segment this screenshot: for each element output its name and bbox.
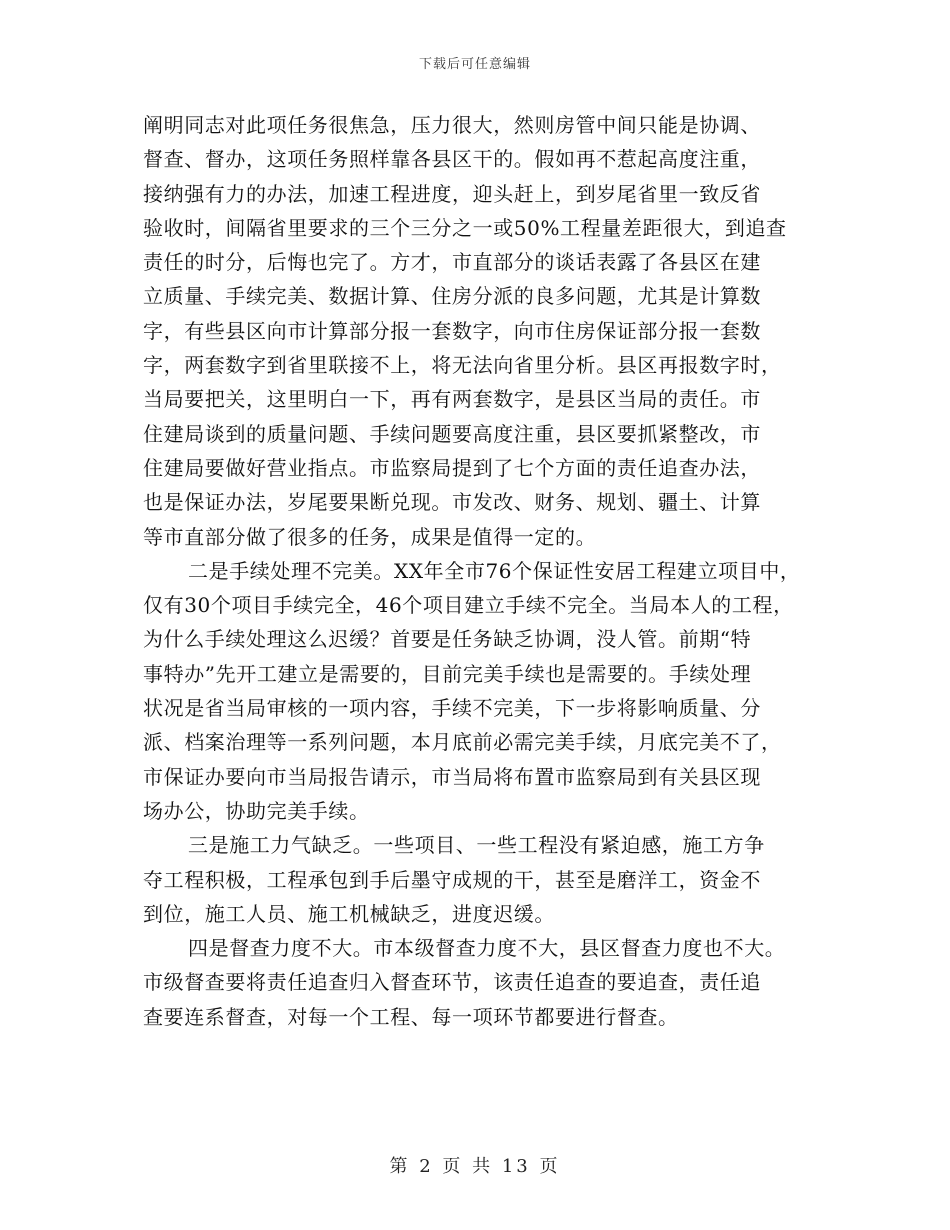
text-line: 阐明同志对此项任务很焦急，压力很大，然则房管中间只能是协调、: [143, 113, 761, 137]
text-line: 到位，施工人员、施工机械缺乏，进度迟缓。: [143, 901, 555, 926]
page-number: 第 2 页 共 13 页: [389, 1156, 561, 1177]
text-line: 查要连系督查，对每一个工程、每一项环节都要进行督查。: [143, 1004, 679, 1029]
paragraph-start-line: 二是手续处理不完美。XX年全市76个保证性安居工程建立项目中，: [188, 558, 801, 583]
text-line: 等市直部分做了很多的任务，成果是值得一定的。: [143, 524, 597, 549]
text-line: 市级督查要将责任追查归入督查环节，该责任追查的要追查，责任追: [143, 970, 761, 995]
text-line: 住建局谈到的质量问题、手续问题要高度注重，县区要抓紧整改，市: [143, 421, 761, 446]
text-line: 当局要把关，这里明白一下，再有两套数字，是县区当局的责任。市: [143, 387, 761, 412]
text-line: 验收时，间隔省里要求的三个三分之一或50%工程量差距很大，到追查: [143, 215, 787, 240]
document-body: [143, 108, 823, 1034]
text-line: 市保证办要向市当局报告请示，市当局将布置市监察局到有关县区现: [143, 764, 761, 789]
paragraph-start-line: 四是督查力度不大。市本级督查力度不大，县区督查力度也不大。: [188, 936, 786, 961]
text-line: 事特办”先开工建立是需要的，目前完美手续也是需要的。手续处理: [143, 661, 752, 686]
text-line: 仅有30个项目手续完全，46个项目建立手续不完全。当局本人的工程，: [143, 593, 794, 618]
text-line: 督查、督办，这项任务照样靠各县区干的。假如再不惹起高度注重，: [143, 147, 761, 172]
text-line: 场办公，协助完美手续。: [143, 798, 370, 823]
text-line: 住建局要做好营业指点。市监察局提到了七个方面的责任追查办法，: [143, 455, 761, 480]
text-line: 责任的时分，后悔也完了。方才，市直部分的谈话表露了各县区在建: [143, 250, 761, 275]
text-line: 夺工程积极，工程承包到手后墨守成规的干，甚至是磨洋工，资金不: [143, 867, 761, 892]
text-line: 字，两套数字到省里联接不上，将无法向省里分析。县区再报数字时，: [143, 353, 782, 378]
page-header: 下载后可任意编辑: [418, 57, 531, 72]
text-line: 为什么手续处理这么迟缓？首要是任务缺乏协调，没人管。前期“特: [143, 627, 752, 652]
paragraph-start-line: 三是施工力气缺乏。一些项目、一些工程没有紧迫感，施工方争: [188, 833, 765, 858]
text-line: 也是保证办法，岁尾要果断兑现。市发改、财务、规划、疆土、计算: [143, 490, 761, 515]
text-line: 派、档案治理等一系列问题，本月底前必需完美手续，月底完美不了，: [143, 730, 782, 755]
text-line: 立质量、手续完美、数据计算、住房分派的良多问题，尤其是计算数: [143, 284, 761, 309]
text-line: 字，有些县区向市计算部分报一套数字，向市住房保证部分报一套数: [143, 318, 761, 343]
text-line: 接纳强有力的办法，加速工程进度，迎头赶上，到岁尾省里一致反省: [143, 181, 761, 206]
text-line: 状况是省当局审核的一项内容，手续不完美，下一步将影响质量、分: [143, 696, 761, 721]
